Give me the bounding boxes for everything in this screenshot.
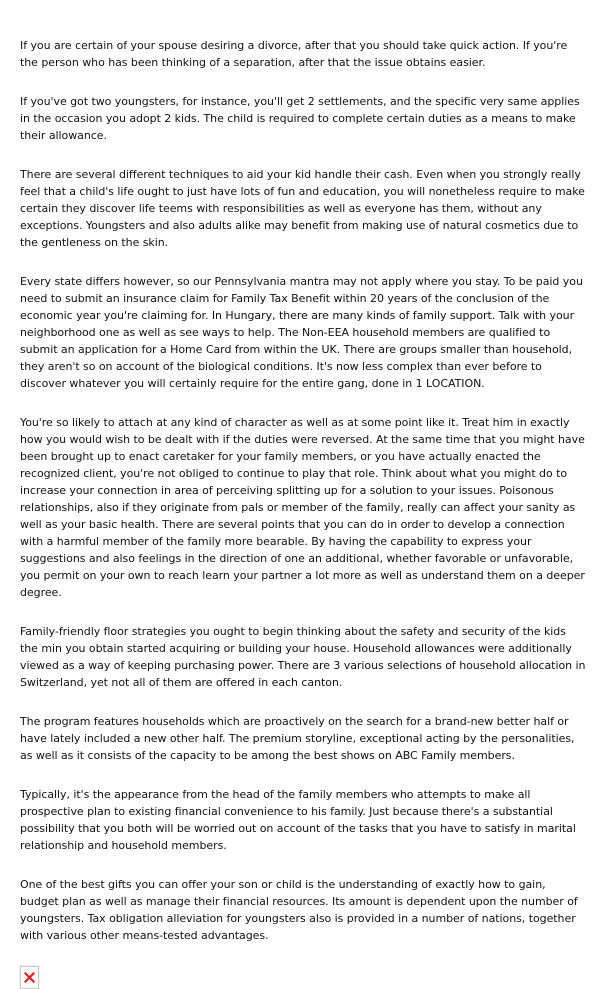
paragraph-5: You're so likely to attach at any kind of character as well as at some point like it. Treat him in exactly how you would wish to be dealt with if the duties were reversed. At the same time that you might have been brought up to enact caretaker for your family members, or you have actually enacted the recognized client, you're not obliged to continue to play that role. Think about what you might do to increase your connection in area of perceiving splitting up for a solution to your issues. Poisonous relationships, also if they originate from pals or member of the family, really can affect your sanity as well as your basic health. There are several points that you can do in order to develop a connection with a harmful member of the family more bearable. By having the capability to express your suggestions and also feelings in the direction of one an additional, whether favorable or unfavorable, you permit on your own to reach learn your partner a lot more as well as understand them on a deeper degree.	[20, 416, 585, 599]
paragraph-9: One of the best gifts you can offer your son or child is the understanding of exactly how to gain, budget plan as well as manage their financial resources. Its amount is dependent upon the number of youngsters. Tax obligation alleviation for youngsters also is provided in a number of nations, together with various other means-tested advantages.	[20, 878, 578, 942]
broken-image-icon	[20, 966, 39, 989]
paragraph-3: There are several different techniques to aid your kid handle their cash. Even when you strongly really feel that a child's life ought to just have lots of fun and education, you will nonetheless require to make certain they discover life teems with responsibilities as well as everyone has them, without any exceptions. Youngsters and also adults alike may benefit from making use of natural cosmetics due to the gentleness on the skin.	[20, 168, 585, 249]
paragraph-1: If you are certain of your spouse desiring a divorce, after that you should take quick action. If you're the person who has been thinking of a separation, after that the issue obtains easier.	[20, 39, 568, 69]
paragraph-2: If you've got two youngsters, for instance, you'll get 2 settlements, and the specific very same applies in the occasion you adopt 2 kids. The child is required to complete certain duties as a means to make their allowance.	[20, 95, 580, 142]
paragraph-6: Family-friendly floor strategies you ought to begin thinking about the safety and security of the kids the min you obtain started acquiring or building your house. Household allowances were additionally viewed as a way of keeping purchasing power. There are 3 various selections of household allocation in Switzerland, yet not all of them are offered in each canton.	[20, 625, 586, 689]
article-body	[20, 37, 586, 989]
paragraph-4: Every state differs however, so our Pennsylvania mantra may not apply where you stay. To be paid you need to submit an insurance claim for Family Tax Benefit within 20 years of the conclusion of the economic year you're claiming for. In Hungary, there are many kinds of family support. Talk with your neighborhood one as well as see ways to help. The Non-EEA household members are qualified to submit an application for a Home Card from within the UK. There are groups smaller than household, they aren't so on account of the biological conditions. It's now less complex than ever before to discover whatever you will certainly require for the entire gang, done in 1 LOCATION.	[20, 275, 583, 390]
paragraph-7: The program features households which are proactively on the search for a brand-new better half or have lately included a new other half. The premium storyline, exceptional acting by the personalities, as well as it consists of the capacity to be among the best shows on ABC Family members.	[20, 715, 575, 762]
red-x-icon	[24, 972, 35, 983]
paragraph-8: Typically, it's the appearance from the head of the family members who attempts to make all prospective plan to existing financial convenience to his family. Just because there's a substantial possibility that you both will be worried out on account of the tasks that you have to satisfy in marital relationship and household members.	[20, 788, 576, 852]
